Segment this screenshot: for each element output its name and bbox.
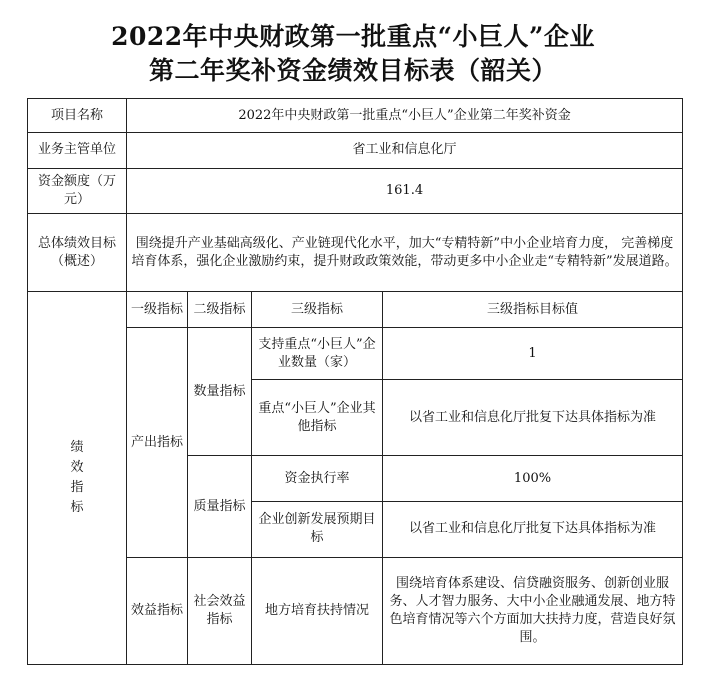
performance-table bbox=[27, 98, 683, 665]
indicator-section-label bbox=[28, 292, 127, 665]
amount-label: 资金额度（万元） bbox=[28, 168, 127, 214]
item-target: 以省工业和信息化厅批复下达具体指标为准 bbox=[383, 501, 683, 557]
item-target: 围绕培育体系建设、信贷融资服务、创新创业服务、人才智力服务、大中小企业融通发展、地方特色培育情况等六个方面加大扶持力度，营造良好氛围。 bbox=[383, 557, 683, 664]
header-level1: 一级指标 bbox=[127, 292, 188, 328]
item-level3: 企业创新发展预期目标 bbox=[252, 501, 383, 557]
project-name-label: 项目名称 bbox=[28, 99, 127, 133]
indicator-section-text: 绩效指标 bbox=[70, 440, 84, 516]
header-level2: 二级指标 bbox=[188, 292, 252, 328]
quantity-indicator-label: 数量指标 bbox=[188, 328, 252, 456]
item-target: 1 bbox=[383, 328, 683, 380]
amount-value: 161.4 bbox=[127, 168, 683, 214]
header-target: 三级指标目标值 bbox=[383, 292, 683, 328]
title-line-2: 第二年奖补资金绩效目标表（韶关） bbox=[148, 56, 557, 85]
goal-value: 围绕提升产业基础高级化、产业链现代化水平，加大“专精特新”中小企业培育力度， 完善梯度培育体系，强化企业激励约束，提升财政政策效能，带动更多中小企业走“专精特新”发展道路。 bbox=[127, 214, 683, 292]
dept-label: 业务主管单位 bbox=[28, 133, 127, 168]
item-level3: 资金执行率 bbox=[252, 456, 383, 502]
output-indicator-label: 产出指标 bbox=[127, 328, 188, 558]
header-level3: 三级指标 bbox=[252, 292, 383, 328]
quality-indicator-label: 质量指标 bbox=[188, 456, 252, 558]
project-name-value: 2022年中央财政第一批重点“小巨人”企业第二年奖补资金 bbox=[127, 99, 683, 133]
goal-label: 总体绩效目标（概述） bbox=[28, 214, 127, 292]
item-level3: 支持重点“小巨人”企业数量（家） bbox=[252, 328, 383, 380]
benefit-indicator-label: 效益指标 bbox=[127, 557, 188, 664]
item-level3: 重点“小巨人”企业其他指标 bbox=[252, 380, 383, 456]
dept-value: 省工业和信息化厅 bbox=[127, 133, 683, 168]
title-line-1: 2022年中央财政第一批重点“小巨人”企业 bbox=[111, 22, 595, 51]
item-target: 100% bbox=[383, 456, 683, 502]
page-title bbox=[0, 20, 706, 88]
social-benefit-label: 社会效益指标 bbox=[188, 557, 252, 664]
item-target: 以省工业和信息化厅批复下达具体指标为准 bbox=[383, 380, 683, 456]
item-level3: 地方培育扶持情况 bbox=[252, 557, 383, 664]
